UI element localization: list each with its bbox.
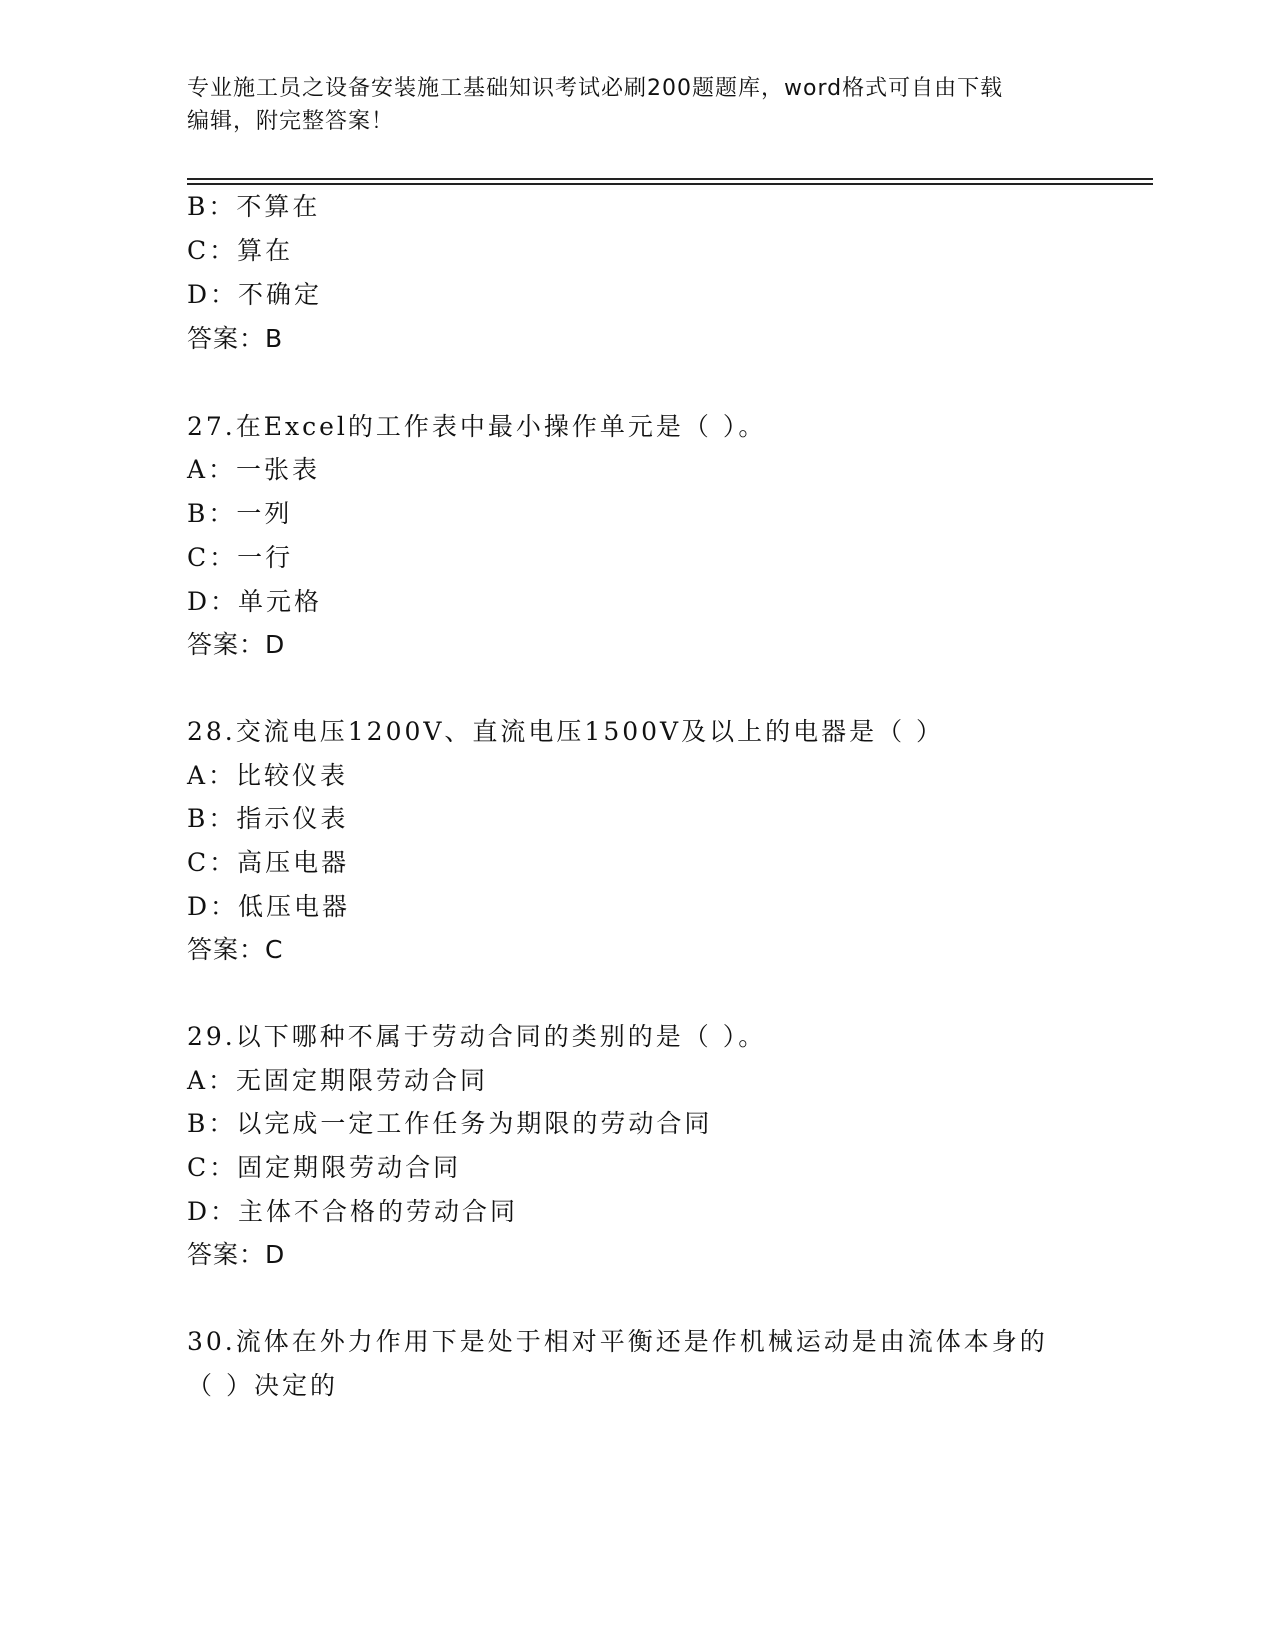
header-title-line-2: 编辑，附完整答案！ <box>187 109 395 134</box>
q26-option-d: D：不确定 <box>187 280 323 309</box>
q27-answer: 答案：D <box>187 630 286 659</box>
header-title-line-1: 专业施工员之设备安装施工基础知识考试必刷200题题库，word格式可自由下载 <box>187 76 1004 101</box>
header-divider-top <box>187 178 1153 180</box>
q29-option-a: A：无固定期限劳动合同 <box>187 1066 489 1095</box>
q27-option-c: C：一行 <box>187 543 294 572</box>
q26-option-c: C：算在 <box>187 236 294 265</box>
q26-option-b: B：不算在 <box>187 192 321 221</box>
q29-option-d: D：主体不合格的劳动合同 <box>187 1197 519 1226</box>
q29-stem: 29.以下哪种不属于劳动合同的类别的是（ ）。 <box>187 1022 767 1051</box>
q28-answer: 答案：C <box>187 935 284 964</box>
q26-answer: 答案：B <box>187 324 284 353</box>
document-header <box>187 72 1087 138</box>
q27-option-b: B：一列 <box>187 499 293 528</box>
q28-option-d: D：低压电器 <box>187 892 351 921</box>
q28-option-a: A：比较仪表 <box>187 761 349 790</box>
q27-option-a: A：一张表 <box>187 455 321 484</box>
header-divider-bottom <box>187 183 1153 185</box>
q28-stem: 28.交流电压1200V、直流电压1500V及以上的电器是（ ） <box>187 717 945 746</box>
q28-option-b: B：指示仪表 <box>187 804 349 833</box>
q29-option-c: C：固定期限劳动合同 <box>187 1153 462 1182</box>
q28-option-c: C：高压电器 <box>187 848 350 877</box>
q27-stem: 27.在Excel的工作表中最小操作单元是（ ）。 <box>187 412 767 441</box>
q29-option-b: B：以完成一定工作任务为期限的劳动合同 <box>187 1109 713 1138</box>
q29-answer: 答案：D <box>187 1240 286 1269</box>
q30-stem-line-2: （ ）决定的 <box>187 1371 338 1400</box>
q27-option-d: D：单元格 <box>187 587 323 616</box>
q30-stem-line-1: 30.流体在外力作用下是处于相对平衡还是作机械运动是由流体本身的 <box>187 1327 1048 1356</box>
